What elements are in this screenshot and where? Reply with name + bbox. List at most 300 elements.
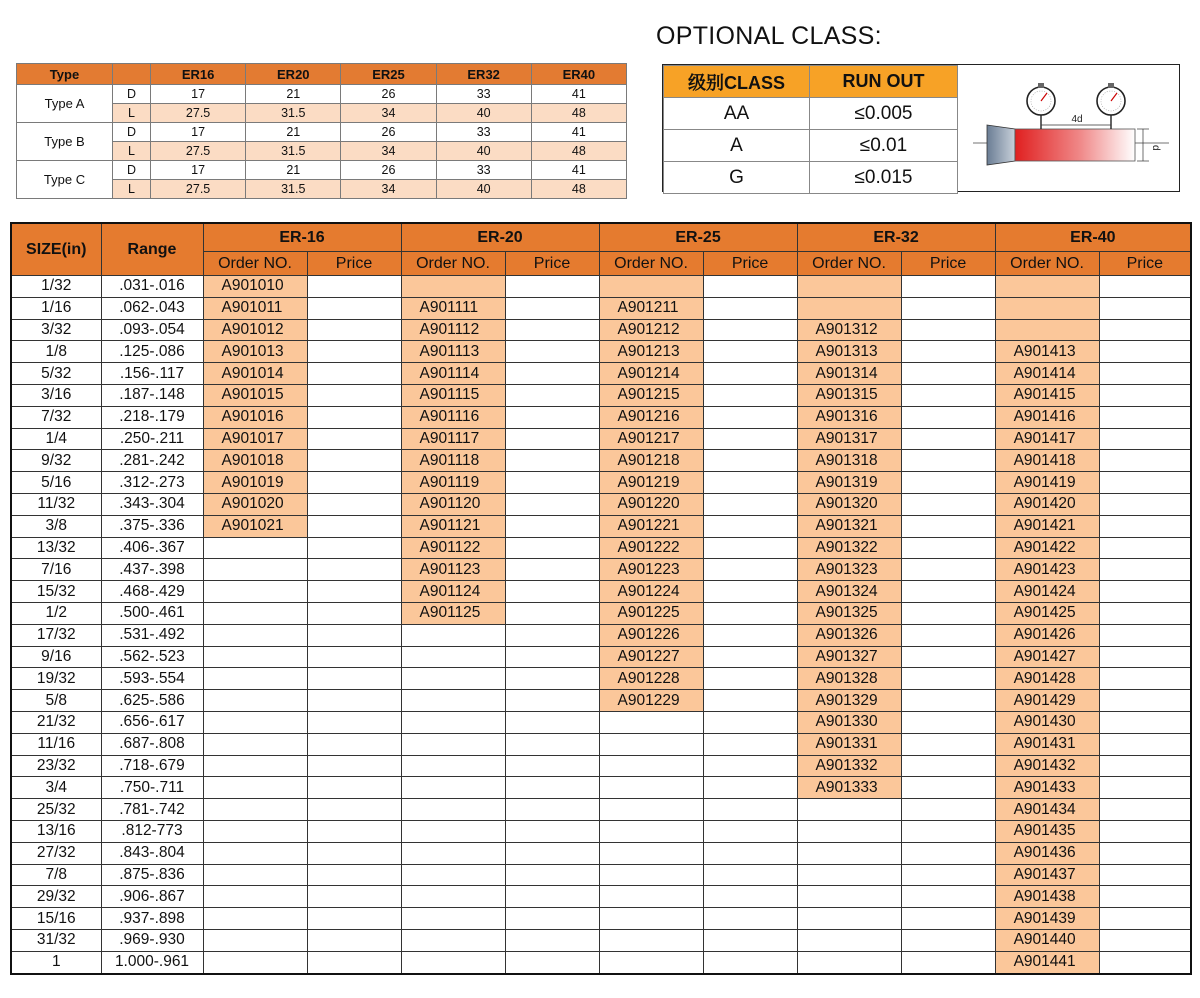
dial-gauge-icon xyxy=(1097,83,1125,129)
order-no-cell xyxy=(203,537,307,559)
table-row xyxy=(11,384,1191,406)
order-no-cell xyxy=(401,276,505,298)
range-cell: .187-.148 xyxy=(101,384,203,406)
table-row xyxy=(11,886,1191,908)
price-cell xyxy=(703,537,797,559)
order-no-cell: A901011 xyxy=(203,297,307,319)
table-row xyxy=(11,842,1191,864)
price-cell xyxy=(505,472,599,494)
range-cell: .875-.836 xyxy=(101,864,203,886)
price-cell xyxy=(1099,842,1191,864)
price-cell xyxy=(1099,711,1191,733)
order-no-cell: A901215 xyxy=(599,384,703,406)
order-no-cell xyxy=(401,820,505,842)
size-cell: 9/16 xyxy=(11,646,101,668)
order-no-header: Order NO. xyxy=(797,252,901,276)
order-table-body xyxy=(11,276,1191,974)
dimension-table xyxy=(16,63,627,199)
order-no-cell: A901013 xyxy=(203,341,307,363)
table-row xyxy=(11,668,1191,690)
range-cell: .437-.398 xyxy=(101,559,203,581)
price-cell xyxy=(505,711,599,733)
order-no-cell: A901010 xyxy=(203,276,307,298)
collet-group-header: ER-32 xyxy=(797,223,995,252)
price-cell xyxy=(1099,406,1191,428)
dim-label: D xyxy=(113,123,151,142)
order-no-cell xyxy=(599,929,703,951)
price-cell xyxy=(505,668,599,690)
order-no-cell: A901425 xyxy=(995,602,1099,624)
table-row xyxy=(11,755,1191,777)
range-cell: .375-.336 xyxy=(101,515,203,537)
size-cell: 5/32 xyxy=(11,363,101,385)
price-cell xyxy=(307,711,401,733)
order-no-cell: A901316 xyxy=(797,406,901,428)
price-cell xyxy=(505,341,599,363)
dim-value: 31.5 xyxy=(246,180,341,199)
dim-value: 27.5 xyxy=(151,180,246,199)
collet-group-header: ER-40 xyxy=(995,223,1191,252)
price-cell xyxy=(1099,799,1191,821)
order-no-cell: A901229 xyxy=(599,690,703,712)
dim-header-cell: ER32 xyxy=(436,64,531,85)
order-no-cell: A901115 xyxy=(401,384,505,406)
size-cell: 9/32 xyxy=(11,450,101,472)
size-cell: 7/8 xyxy=(11,864,101,886)
price-cell xyxy=(1099,886,1191,908)
range-cell: 1.000-.961 xyxy=(101,951,203,973)
order-no-cell xyxy=(797,864,901,886)
order-no-cell: A901116 xyxy=(401,406,505,428)
order-no-cell: A901421 xyxy=(995,515,1099,537)
order-no-cell xyxy=(599,755,703,777)
range-cell: .125-.086 xyxy=(101,341,203,363)
order-no-cell xyxy=(401,646,505,668)
table-row xyxy=(11,908,1191,930)
dim-value: 34 xyxy=(341,180,436,199)
price-cell xyxy=(1099,820,1191,842)
price-cell xyxy=(703,755,797,777)
range-cell: .531-.492 xyxy=(101,624,203,646)
order-no-cell xyxy=(599,908,703,930)
price-cell xyxy=(1099,384,1191,406)
price-cell xyxy=(505,559,599,581)
dim-value: 31.5 xyxy=(246,104,341,123)
table-row xyxy=(11,951,1191,973)
order-no-cell: A901428 xyxy=(995,668,1099,690)
runout-measurement-diagram xyxy=(963,69,1175,187)
order-no-cell: A901317 xyxy=(797,428,901,450)
order-no-cell: A901327 xyxy=(797,646,901,668)
order-no-cell: A901325 xyxy=(797,602,901,624)
price-cell xyxy=(1099,450,1191,472)
size-cell: 1/16 xyxy=(11,297,101,319)
range-cell: .093-.054 xyxy=(101,319,203,341)
order-no-cell: A901427 xyxy=(995,646,1099,668)
order-no-cell xyxy=(599,711,703,733)
order-no-cell: A901420 xyxy=(995,493,1099,515)
dim-label: L xyxy=(113,142,151,161)
size-cell: 1/8 xyxy=(11,341,101,363)
order-no-cell: A901332 xyxy=(797,755,901,777)
price-cell xyxy=(1099,777,1191,799)
price-cell xyxy=(703,929,797,951)
order-no-cell xyxy=(995,276,1099,298)
range-cell: .687-.808 xyxy=(101,733,203,755)
optional-class-title: OPTIONAL CLASS: xyxy=(656,22,882,50)
dim-label: L xyxy=(113,104,151,123)
order-no-cell: A901121 xyxy=(401,515,505,537)
order-no-cell xyxy=(203,777,307,799)
dim-value: 17 xyxy=(151,161,246,180)
order-no-cell xyxy=(599,864,703,886)
price-cell xyxy=(901,341,995,363)
order-no-cell: A901322 xyxy=(797,537,901,559)
size-cell: 27/32 xyxy=(11,842,101,864)
table-row xyxy=(11,929,1191,951)
size-cell: 13/32 xyxy=(11,537,101,559)
price-header: Price xyxy=(1099,252,1191,276)
order-no-cell: A901328 xyxy=(797,668,901,690)
range-cell: .906-.867 xyxy=(101,886,203,908)
class-header: 级别CLASS xyxy=(664,66,810,98)
price-header: Price xyxy=(307,252,401,276)
price-cell xyxy=(505,406,599,428)
order-no-cell: A901439 xyxy=(995,908,1099,930)
price-cell xyxy=(1099,951,1191,973)
order-no-cell: A901125 xyxy=(401,602,505,624)
order-no-cell xyxy=(599,276,703,298)
order-no-cell xyxy=(401,886,505,908)
range-cell: .969-.930 xyxy=(101,929,203,951)
price-cell xyxy=(1099,864,1191,886)
order-no-cell xyxy=(401,668,505,690)
price-cell xyxy=(505,384,599,406)
order-no-cell: A901223 xyxy=(599,559,703,581)
size-cell: 29/32 xyxy=(11,886,101,908)
order-no-cell: A901219 xyxy=(599,472,703,494)
price-cell xyxy=(307,668,401,690)
size-cell: 1/4 xyxy=(11,428,101,450)
price-cell xyxy=(1099,363,1191,385)
order-no-cell: A901426 xyxy=(995,624,1099,646)
size-cell: 15/32 xyxy=(11,581,101,603)
dim-value: 31.5 xyxy=(246,142,341,161)
price-cell xyxy=(1099,515,1191,537)
order-no-cell: A901019 xyxy=(203,472,307,494)
price-cell xyxy=(505,929,599,951)
range-header: Range xyxy=(101,223,203,276)
type-name: Type B xyxy=(17,123,113,161)
class-value: A xyxy=(664,130,810,162)
range-cell: .468-.429 xyxy=(101,581,203,603)
order-no-cell xyxy=(599,886,703,908)
price-cell xyxy=(505,319,599,341)
dim-value: 27.5 xyxy=(151,142,246,161)
table-row xyxy=(11,450,1191,472)
size-cell: 19/32 xyxy=(11,668,101,690)
price-cell xyxy=(307,428,401,450)
order-no-cell xyxy=(401,711,505,733)
order-no-cell: A901414 xyxy=(995,363,1099,385)
order-no-cell xyxy=(401,777,505,799)
runout-class-table xyxy=(663,65,958,194)
order-no-cell xyxy=(599,777,703,799)
price-cell xyxy=(703,908,797,930)
dim-value: 33 xyxy=(436,161,531,180)
order-no-cell: A901227 xyxy=(599,646,703,668)
dim-value: 41 xyxy=(531,161,626,180)
price-cell xyxy=(505,450,599,472)
range-cell: .781-.742 xyxy=(101,799,203,821)
price-cell xyxy=(901,406,995,428)
price-cell xyxy=(307,515,401,537)
class-row xyxy=(664,130,958,162)
table-row xyxy=(11,646,1191,668)
price-cell xyxy=(1099,559,1191,581)
dim-value: 34 xyxy=(341,142,436,161)
order-no-cell: A901122 xyxy=(401,537,505,559)
dim-row xyxy=(17,161,627,180)
table-row xyxy=(11,581,1191,603)
order-no-cell: A901117 xyxy=(401,428,505,450)
price-cell xyxy=(901,537,995,559)
size-cell: 5/8 xyxy=(11,690,101,712)
dim-value: 26 xyxy=(341,161,436,180)
order-no-cell: A901124 xyxy=(401,581,505,603)
price-cell xyxy=(307,450,401,472)
runout-value: ≤0.01 xyxy=(810,130,958,162)
order-no-cell xyxy=(401,733,505,755)
dim-header-cell: Type xyxy=(17,64,113,85)
price-cell xyxy=(307,908,401,930)
order-no-cell: A901021 xyxy=(203,515,307,537)
price-cell xyxy=(307,690,401,712)
range-cell: .500-.461 xyxy=(101,602,203,624)
table-row xyxy=(11,319,1191,341)
range-cell: .718-.679 xyxy=(101,755,203,777)
dim-value: 26 xyxy=(341,123,436,142)
order-no-cell: A901213 xyxy=(599,341,703,363)
price-cell xyxy=(307,341,401,363)
price-cell xyxy=(1099,319,1191,341)
price-cell xyxy=(307,864,401,886)
price-cell xyxy=(505,842,599,864)
price-cell xyxy=(901,951,995,973)
range-cell: .218-.179 xyxy=(101,406,203,428)
price-cell xyxy=(307,733,401,755)
table-row xyxy=(11,537,1191,559)
order-no-cell xyxy=(995,319,1099,341)
price-cell xyxy=(1099,733,1191,755)
order-no-cell xyxy=(599,820,703,842)
price-cell xyxy=(307,602,401,624)
price-cell xyxy=(505,755,599,777)
dim-header-cell: ER25 xyxy=(341,64,436,85)
collet-order-table xyxy=(10,222,1192,975)
price-cell xyxy=(703,951,797,973)
order-no-cell: A901114 xyxy=(401,363,505,385)
price-cell xyxy=(703,624,797,646)
order-no-cell: A901333 xyxy=(797,777,901,799)
dim-value: 27.5 xyxy=(151,104,246,123)
order-no-cell: A901324 xyxy=(797,581,901,603)
size-cell: 11/32 xyxy=(11,493,101,515)
order-no-cell xyxy=(599,842,703,864)
order-no-cell xyxy=(797,929,901,951)
order-no-cell xyxy=(203,886,307,908)
table-row xyxy=(11,515,1191,537)
dim-value: 33 xyxy=(436,123,531,142)
order-no-cell: A901224 xyxy=(599,581,703,603)
order-no-cell: A901416 xyxy=(995,406,1099,428)
order-no-cell xyxy=(401,624,505,646)
dim-value: 34 xyxy=(341,104,436,123)
order-no-cell xyxy=(203,602,307,624)
order-no-cell: A901221 xyxy=(599,515,703,537)
price-cell xyxy=(505,276,599,298)
price-cell xyxy=(307,624,401,646)
price-cell xyxy=(901,384,995,406)
order-no-cell: A901326 xyxy=(797,624,901,646)
order-no-cell: A901118 xyxy=(401,450,505,472)
price-cell xyxy=(505,602,599,624)
range-cell: .343-.304 xyxy=(101,493,203,515)
price-cell xyxy=(505,820,599,842)
price-cell xyxy=(901,777,995,799)
size-cell: 5/16 xyxy=(11,472,101,494)
range-cell: .625-.586 xyxy=(101,690,203,712)
price-cell xyxy=(703,711,797,733)
price-cell xyxy=(1099,297,1191,319)
price-cell xyxy=(1099,472,1191,494)
size-cell: 7/32 xyxy=(11,406,101,428)
price-header: Price xyxy=(505,252,599,276)
dim-label: D xyxy=(113,161,151,180)
price-cell xyxy=(1099,668,1191,690)
dim-header-cell: ER40 xyxy=(531,64,626,85)
price-cell xyxy=(901,690,995,712)
order-no-cell: A901418 xyxy=(995,450,1099,472)
price-cell xyxy=(703,319,797,341)
price-cell xyxy=(703,406,797,428)
order-no-cell: A901120 xyxy=(401,493,505,515)
order-no-cell xyxy=(401,908,505,930)
size-cell: 1/32 xyxy=(11,276,101,298)
collet-group-header: ER-25 xyxy=(599,223,797,252)
size-header: SIZE(in) xyxy=(11,223,101,276)
range-cell: .656-.617 xyxy=(101,711,203,733)
price-cell xyxy=(505,297,599,319)
dimension-table-body xyxy=(17,85,627,199)
table-row xyxy=(11,428,1191,450)
size-cell: 13/16 xyxy=(11,820,101,842)
order-no-cell: A901226 xyxy=(599,624,703,646)
price-cell xyxy=(1099,602,1191,624)
size-cell: 3/8 xyxy=(11,515,101,537)
price-cell xyxy=(307,276,401,298)
price-cell xyxy=(703,842,797,864)
table-row xyxy=(11,624,1191,646)
order-no-cell: A901123 xyxy=(401,559,505,581)
order-no-cell: A901436 xyxy=(995,842,1099,864)
order-no-cell: A901313 xyxy=(797,341,901,363)
order-no-cell xyxy=(203,624,307,646)
order-no-cell: A901320 xyxy=(797,493,901,515)
order-no-cell: A901312 xyxy=(797,319,901,341)
price-cell xyxy=(703,276,797,298)
size-cell: 11/16 xyxy=(11,733,101,755)
price-cell xyxy=(703,668,797,690)
size-cell: 21/32 xyxy=(11,711,101,733)
dim-value: 41 xyxy=(531,85,626,104)
dimension-table-header xyxy=(17,64,627,85)
table-row xyxy=(11,777,1191,799)
size-cell: 15/16 xyxy=(11,908,101,930)
collet-group-header: ER-16 xyxy=(203,223,401,252)
range-cell: .593-.554 xyxy=(101,668,203,690)
runout-header: RUN OUT xyxy=(810,66,958,98)
price-cell xyxy=(1099,755,1191,777)
price-cell xyxy=(307,384,401,406)
order-no-cell xyxy=(401,755,505,777)
collet-group-header: ER-20 xyxy=(401,223,599,252)
dim-label: D xyxy=(113,85,151,104)
price-cell xyxy=(703,515,797,537)
price-cell xyxy=(307,363,401,385)
order-no-cell: A901424 xyxy=(995,581,1099,603)
price-cell xyxy=(307,319,401,341)
order-no-cell xyxy=(203,581,307,603)
price-cell xyxy=(505,886,599,908)
price-cell xyxy=(703,493,797,515)
price-cell xyxy=(901,864,995,886)
price-cell xyxy=(505,493,599,515)
dim-value: 21 xyxy=(246,85,341,104)
price-cell xyxy=(505,777,599,799)
price-cell xyxy=(703,341,797,363)
price-cell xyxy=(703,581,797,603)
price-cell xyxy=(307,493,401,515)
table-row xyxy=(11,363,1191,385)
price-cell xyxy=(307,559,401,581)
order-no-cell xyxy=(401,864,505,886)
order-no-cell: A901438 xyxy=(995,886,1099,908)
size-cell: 1/2 xyxy=(11,602,101,624)
price-cell xyxy=(307,472,401,494)
order-no-cell: A901112 xyxy=(401,319,505,341)
price-cell xyxy=(505,363,599,385)
table-row xyxy=(11,276,1191,298)
price-cell xyxy=(307,799,401,821)
price-header: Price xyxy=(901,252,995,276)
table-row xyxy=(11,341,1191,363)
range-cell: .937-.898 xyxy=(101,908,203,930)
order-no-cell: A901329 xyxy=(797,690,901,712)
price-cell xyxy=(901,842,995,864)
price-cell xyxy=(307,755,401,777)
order-no-cell: A901015 xyxy=(203,384,307,406)
price-cell xyxy=(901,799,995,821)
order-no-cell xyxy=(401,690,505,712)
price-cell xyxy=(505,951,599,973)
order-no-cell: A901212 xyxy=(599,319,703,341)
price-cell xyxy=(307,777,401,799)
price-cell xyxy=(1099,929,1191,951)
order-no-cell xyxy=(797,908,901,930)
order-no-cell xyxy=(401,799,505,821)
price-cell xyxy=(901,646,995,668)
